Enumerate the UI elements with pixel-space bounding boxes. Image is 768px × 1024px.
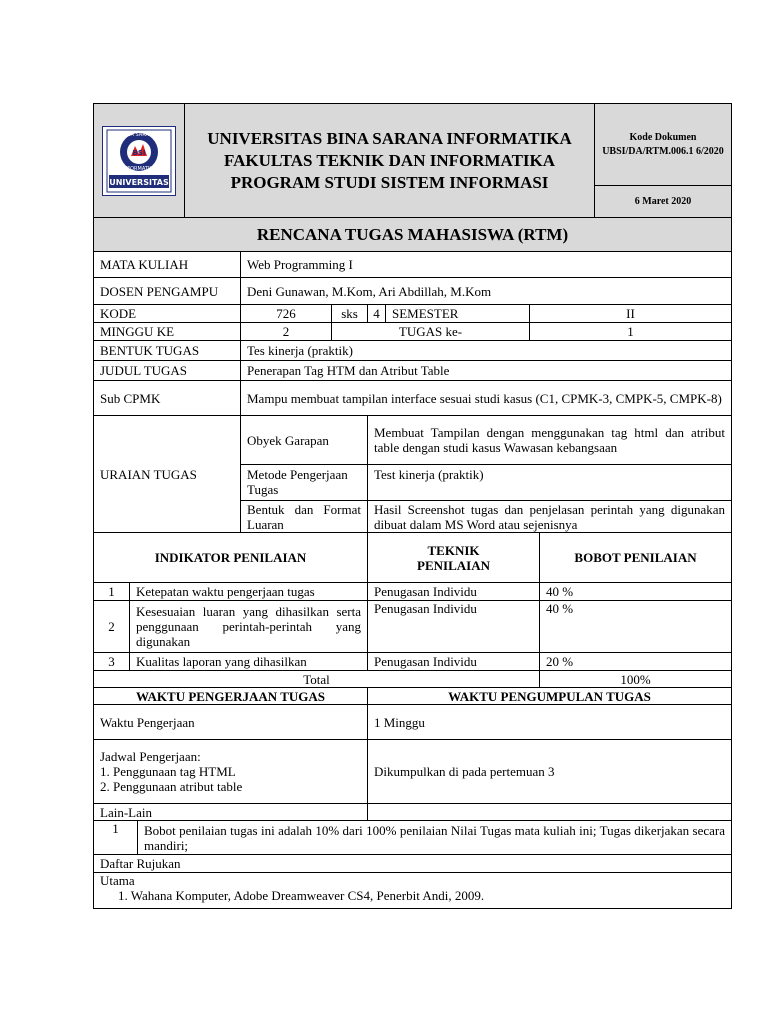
dosen-value: Deni Gunawan, M.Kom, Ari Abdillah, M.Kom [241,278,732,305]
rujukan-label: Daftar Rujukan [94,855,732,873]
judul-tugas-value: Penerapan Tag HTM dan Atribut Table [241,361,732,381]
penilaian-row [94,583,732,601]
penilaian-row [94,601,732,653]
lain-lain-text: Bobot penilaian tugas ini adalah 10% dari 100% penilaian Nilai Tugas mata kuliah ini; Tugas dikerjakan secara mandiri; [138,821,732,855]
teknik-text: Penugasan Individu [368,601,540,653]
rujukan-utama-label: Utama [100,873,135,888]
metode-value: Test kinerja (praktik) [368,465,732,501]
row-number: 3 [94,653,130,671]
svg-text:INFORMATIKA: INFORMATIKA [122,165,156,172]
kode-label: KODE [94,305,241,323]
jadwal-item: 1. Penggunaan tag HTML [100,764,236,779]
bentuk-tugas-value: Tes kinerja (praktik) [241,341,732,361]
obyek-label: Obyek Garapan [241,416,368,465]
waktu-table [93,687,732,804]
penilaian-row [94,653,732,671]
header-indikator: INDIKATOR PENILAIAN [94,533,368,583]
minggu-value: 2 [241,323,332,341]
empty-cell [368,804,732,821]
sks-value: 4 [368,305,386,323]
penilaian-table [93,532,732,688]
tugas-label: TUGAS ke- [332,323,530,341]
bentuk-luaran-value: Hasil Screenshot tugas dan penjelasan perintah yang digunakan dibuat dalam MS Word atau sejenisnya [368,501,732,533]
rujukan-item: 1. Wahana Komputer, Adobe Dreamweaver CS4, Penerbit Andi, 2009. [118,888,485,903]
bobot-value: 20 % [540,653,732,671]
mata-kuliah-label: MATA KULIAH [94,252,241,278]
doc-code-label: Kode Dokumen [629,131,697,143]
rtm-document [93,103,731,909]
uraian-tugas-table [93,415,732,533]
bentuk-tugas-label: BENTUK TUGAS [94,341,241,361]
teknik-text: Penugasan Individu [368,583,540,601]
bentuk-luaran-label: Bentuk dan Format Luaran [241,501,368,533]
document-header [93,103,732,252]
semester-label: SEMESTER [386,305,530,323]
lain-lain-number: 1 [94,821,138,855]
rujukan-content [94,873,732,909]
row-number: 1 [94,583,130,601]
jadwal-cell [94,740,368,804]
jadwal-item: 2. Penggunaan atribut table [100,779,243,794]
jadwal-label: Jadwal Pengerjaan: [100,749,201,764]
uraian-label: URAIAN TUGAS [94,416,241,533]
svg-text:BSI: BSI [132,148,146,157]
doc-code-value: UBSI/DA/RTM.006.1 6/2020 [602,145,724,157]
row-number: 2 [94,601,130,653]
total-value: 100% [540,671,732,688]
header-teknik: TEKNIK PENILAIAN [368,533,540,583]
institution-title [185,104,595,218]
dosen-label: DOSEN PENGAMPU [94,278,241,305]
subcpmk-label: Sub CPMK [94,381,241,416]
svg-text:UNIVERSITAS: UNIVERSITAS [109,177,169,187]
document-title: RENCANA TUGAS MAHASISWA (RTM) [94,218,732,252]
obyek-value: Membuat Tampilan dengan menggunakan tag html dan atribut table dengan studi kasus Wawasan kebangsaan [368,416,732,465]
lain-lain-label: Lain-Lain [94,804,368,821]
judul-tugas-label: JUDUL TUGAS [94,361,241,381]
semester-value: II [530,305,732,323]
bobot-value: 40 % [540,583,732,601]
indikator-text: Ketepatan waktu pengerjaan tugas [130,583,368,601]
mata-kuliah-value: Web Programming I [241,252,732,278]
metode-label: Metode Pengerjaan Tugas [241,465,368,501]
header-waktu-pengerjaan: WAKTU PENGERJAAN TUGAS [94,688,368,705]
waktu-pengerjaan-value: 1 Minggu [368,705,732,740]
header-waktu-pengumpulan: WAKTU PENGUMPULAN TUGAS [368,688,732,705]
university-name: UNIVERSITAS BINA SARANA INFORMATIKA [207,128,572,148]
tugas-value: 1 [530,323,732,341]
logo-cell [94,104,185,218]
lain-lain-table [93,803,732,909]
subcpmk-value: Mampu membuat tampilan interface sesuai studi kasus (C1, CPMK-3, CMPK-5, CMPK-8) [241,381,732,416]
minggu-label: MINGGU KE [94,323,241,341]
sks-label: sks [332,305,368,323]
indikator-text: Kesesuaian luaran yang dihasilkan serta penggunaan perintah-perintah yang digunakan [130,601,368,653]
teknik-text: Penugasan Individu [368,653,540,671]
kode-value: 726 [241,305,332,323]
svg-text:BINA SARANA: BINA SARANA [121,131,157,138]
ubsi-logo [102,126,176,196]
doc-date: 6 Maret 2020 [595,186,732,218]
pengumpulan-value: Dikumpulkan di pada pertemuan 3 [368,740,732,804]
waktu-pengerjaan-label: Waktu Pengerjaan [94,705,368,740]
header-bobot: BOBOT PENILAIAN [540,533,732,583]
bobot-value: 40 % [540,601,732,653]
total-label: Total [94,671,540,688]
doc-code-cell [595,104,732,186]
program-name: PROGRAM STUDI SISTEM INFORMASI [230,172,549,192]
course-info-table [93,251,732,416]
faculty-name: FAKULTAS TEKNIK DAN INFORMATIKA [223,150,556,170]
indikator-text: Kualitas laporan yang dihasilkan [130,653,368,671]
